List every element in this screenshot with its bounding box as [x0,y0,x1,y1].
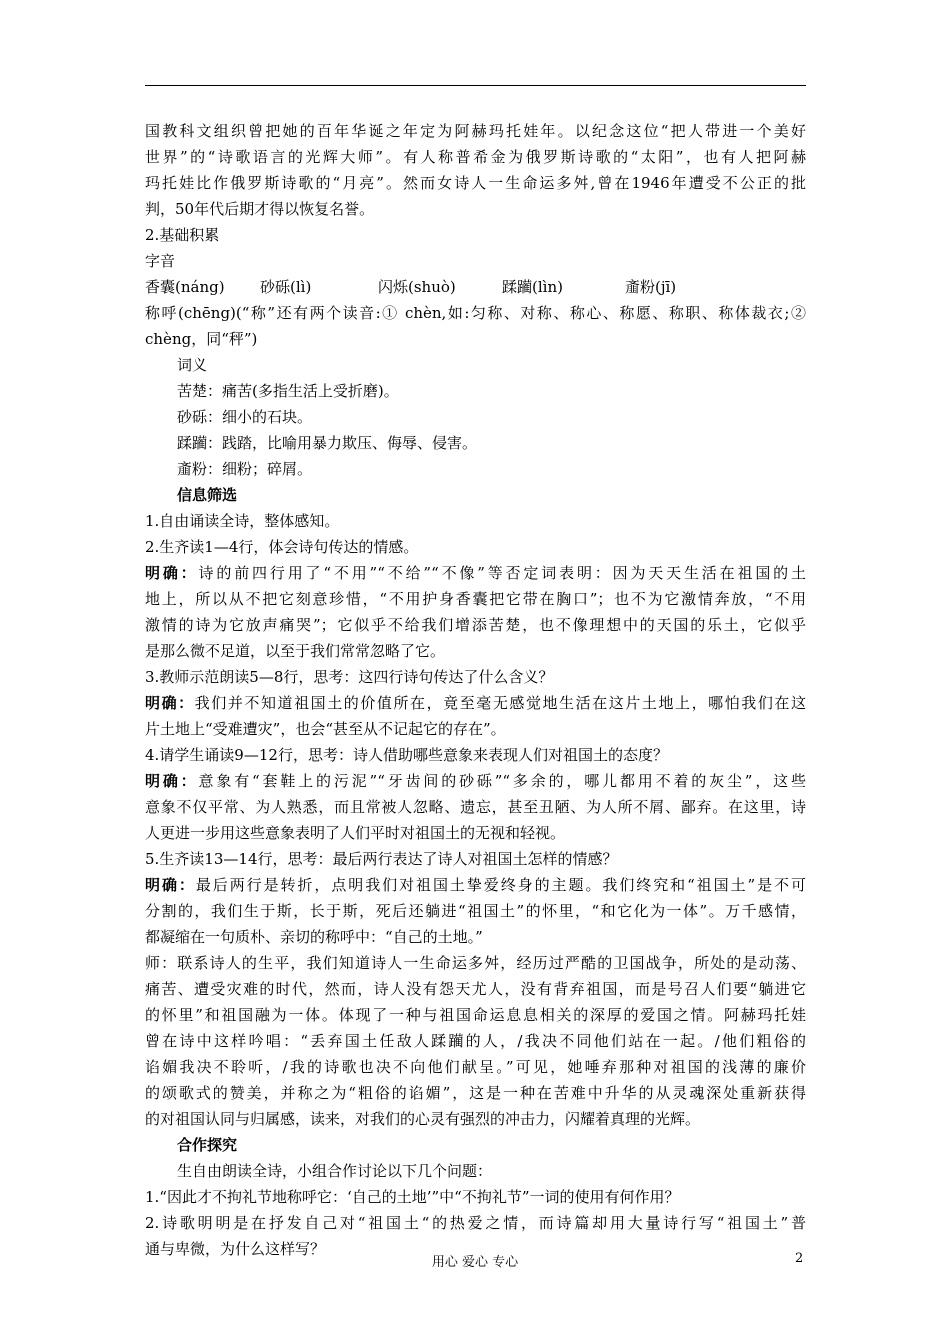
answer-line [145,768,806,794]
answer-line [145,872,806,898]
paragraph-line: 判，50年代后期才得以恢复名誉。 [145,200,375,218]
definition-item: 齑粉：细粉；碎屑。 [177,460,313,478]
answer-label: 明确： [145,694,195,712]
pinyin-row [145,274,806,300]
answer-line: 地上，所以从不把它刻意珍惜，“不用护身香囊把它带在胸口”；也不为它激情奔放，“不用 [145,590,806,608]
answer-line: 意象不仅平常、为人熟悉，而且常被人忽略、遗忘，甚至丑陋、为人所不屑、鄙弃。在这里，诗 [145,798,806,816]
pinyin-item: 蹂躏(lìn) [502,278,563,296]
question-item: 2.生齐读1—4行，体会诗句传达的情感。 [145,538,419,556]
answer-line: 是那么微不足道，以至于我们常常忽略了它。 [145,642,446,660]
coop-question: 2.诗歌明明是在抒发自己对“祖国土“的热爱之情，而诗篇却用大量诗行写“祖国土”普 [145,1214,806,1232]
answer-line: 片土地上“受难遭灾”，也会“甚至从不记起它的存在”。 [145,720,506,738]
coop-question: 通与卑微，为什么这样写？ [145,1240,326,1258]
answer-line [145,690,806,716]
question-item: 4.请学生诵读9—12行，思考：诗人借助哪些意象来表现人们对祖国土的态度？ [145,746,668,764]
section-heading-info: 信息筛选 [177,486,238,504]
teacher-line: 的对祖国认同与归属感，读来，对我们的心灵有强烈的冲击力，闪耀着真理的光辉。 [145,1110,701,1128]
cheng-note-line: 称呼(chēng)(“称”还有两个读音:① chèn,如:匀称、对称、称心、称愿、称职、称体裁衣;② [145,304,806,322]
question-item: 1.自由诵读全诗，整体感知。 [145,512,340,530]
pinyin-item: 闪烁(shuò) [378,278,456,296]
section-heading-coop: 合作探究 [177,1136,238,1154]
teacher-line: 的颂歌式的赞美，并称之为“粗俗的谄媚”，这是一种在苦难中升华的从灵魂深处重新获得 [145,1084,806,1102]
paragraph-line: 世界”的“诗歌语言的光辉大师”。有人称普希金为俄罗斯诗歌的“太阳”，也有人把阿赫 [145,148,806,166]
teacher-line: 谄媚我决不聆听，/我的诗歌也决不向他们献呈。”可见，她唾弃那种对祖国的浅薄的廉价 [145,1058,806,1076]
answer-label: 明确： [145,876,196,894]
header-rule [145,85,806,86]
answer-label: 明确： [145,772,199,790]
cheng-note-line: chèng，同“秤”) [145,330,258,348]
subheading-ciyi: 词义 [177,356,208,374]
answer-text: 诗的前四行用了“不用”“不给”“不像”等否定词表明：因为天天生活在祖国的土 [198,564,806,582]
paragraph-line: 国教科文组织曾把她的百年华诞之年定为阿赫玛托娃年。以纪念这位“把人带进一个美好 [145,122,806,140]
answer-line: 分割的，我们生于斯，长于斯，死后还躺进“祖国土”的怀里，“和它化为一体”。万千感情， [145,902,806,920]
answer-line: 人更进一步用这些意象表明了人们平时对祖国土的无视和轻视。 [145,824,566,842]
footer-motto: 用心 爱心 专心 [431,1255,519,1270]
question-item: 3.教师示范朗读5—8行，思考：这四行诗句传达了什么含义？ [145,668,554,686]
answer-label: 明确： [145,564,199,582]
teacher-line: 痛苦、遭受灾难的时代，然而，诗人没有怨天尤人，没有背弃祖国，而是号召人们要“躺进它 [145,980,806,998]
section-heading-basic: 2.基础积累 [145,226,220,244]
pinyin-item: 砂砾(lì) [260,278,312,296]
pinyin-item: 齑粉(jī) [625,278,677,296]
coop-intro: 生自由朗读全诗，小组合作讨论以下几个问题： [177,1162,493,1180]
answer-text: 我们并不知道祖国土的价值所在，竟至毫无感觉地生活在这片土地上，哪怕我们在这 [194,694,806,712]
coop-question: 1.“因此才不拘礼节地称呼它：‘自己的土地’”中“不拘礼节”一词的使用有何作用？ [145,1188,680,1206]
question-item: 5.生齐读13—14行，思考：最后两行表达了诗人对祖国土怎样的情感？ [145,850,618,868]
subheading-ziyin: 字音 [145,252,176,270]
page-content [145,118,806,1262]
answer-text: 意象有“套鞋上的污泥”“牙齿间的砂砾”“多余的，哪儿都用不着的灰尘”，这些 [198,772,806,790]
teacher-line: 师：联系诗人的生平，我们知道诗人一生命运多舛，经历过严酷的卫国战争，所处的是动荡、 [145,954,806,972]
answer-line: 都凝缩在一句质朴、亲切的称呼中：“自己的土地。” [145,928,483,946]
teacher-line: 曾在诗中这样吟唱：“丢弃国土任敌人蹂躏的人，/我决不同他们站在一起。/他们粗俗的 [145,1032,806,1050]
definition-item: 砂砾：细小的石块。 [177,408,313,426]
paragraph-line: 玛托娃比作俄罗斯诗歌的“月亮”。然而女诗人一生命运多舛,曾在1946年遭受不公正的批 [145,174,806,192]
page-number: 2 [795,1251,804,1266]
answer-line: 激情的诗为它放声痛哭”；它似乎不给我们增添苦楚，也不像理想中的天国的乐土，它似乎 [145,616,806,634]
answer-line [145,560,806,586]
definition-item: 苦楚：痛苦(多指生活上受折磨)。 [177,382,399,400]
teacher-line: 的怀里”和祖国融为一体。体现了一种与祖国命运息息相关的深厚的爱国之情。阿赫玛托娃 [145,1006,806,1024]
definition-item: 蹂躏：践踏，比喻用暴力欺压、侮辱、侵害。 [177,434,478,452]
pinyin-item: 香囊(náng) [145,278,225,296]
answer-text: 最后两行是转折，点明我们对祖国土挚爱终身的主题。我们终究和“祖国土”是不可 [195,876,806,894]
